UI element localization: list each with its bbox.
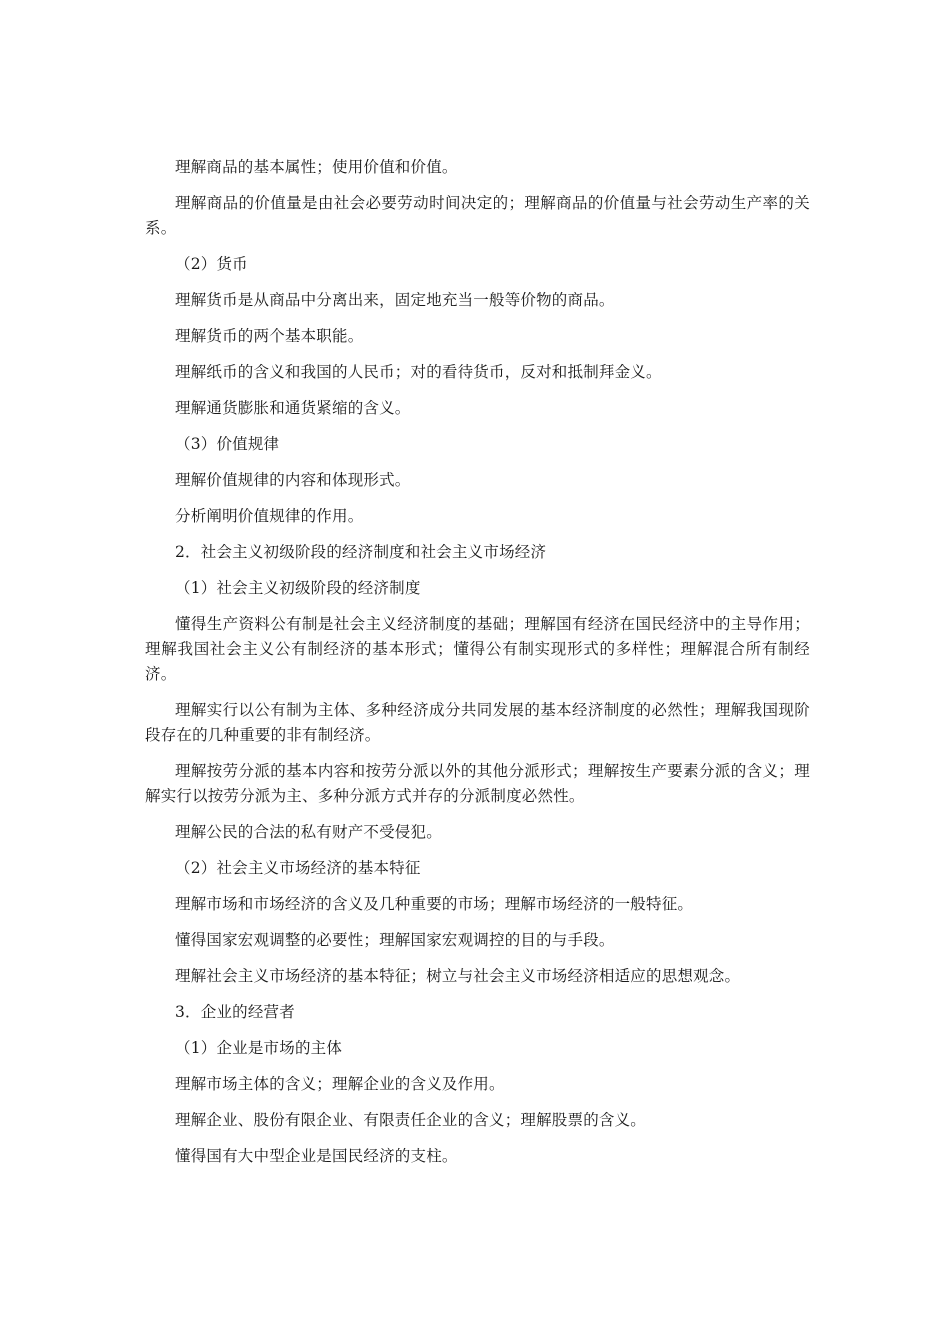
paragraph: 理解实行以公有制为主体、多种经济成分共同发展的基本经济制度的必然性；理解我国现阶段存在的几种重要的非有制经济。: [145, 701, 810, 744]
paragraph: 理解价值规律的内容和体现形式。: [175, 471, 411, 489]
paragraph: 理解公民的合法的私有财产不受侵犯。: [175, 823, 442, 841]
chapter-heading: 2．社会主义初级阶段的经济制度和社会主义市场经济: [175, 543, 547, 561]
paragraph: 懂得国家宏观调整的必要性；理解国家宏观调控的目的与手段。: [175, 931, 615, 949]
paragraph: 懂得国有大中型企业是国民经济的支柱。: [175, 1147, 458, 1165]
paragraph: 懂得生产资料公有制是社会主义经济制度的基础；理解国有经济在国民经济中的主导作用；理解我国社会主义公有制经济的基本形式；懂得公有制实现形式的多样性；理解混合所有制经济。: [145, 615, 810, 683]
paragraph: 理解按劳分派的基本内容和按劳分派以外的其他分派形式；理解按生产要素分派的含义；理解实行以按劳分派为主、多种分派方式并存的分派制度必然性。: [145, 762, 810, 805]
paragraph: 理解通货膨胀和通货紧缩的含义。: [175, 399, 411, 417]
section-heading: （1）社会主义初级阶段的经济制度: [175, 579, 421, 597]
paragraph: 理解商品的价值量是由社会必要劳动时间决定的；理解商品的价值量与社会劳动生产率的关系。: [145, 194, 810, 237]
paragraph: 理解货币的两个基本职能。: [175, 327, 364, 345]
paragraph: 理解纸币的含义和我国的人民币；对的看待货币，反对和抵制拜金义。: [175, 363, 662, 381]
section-heading: （2）货币: [175, 255, 248, 273]
section-heading: （3）价值规律: [175, 435, 280, 453]
chapter-heading: 3．企业的经营者: [175, 1003, 295, 1021]
paragraph: 理解企业、股份有限企业、有限责任企业的含义；理解股票的含义。: [175, 1111, 647, 1129]
paragraph: 分析阐明价值规律的作用。: [175, 507, 364, 525]
paragraph: 理解市场主体的含义；理解企业的含义及作用。: [175, 1075, 505, 1093]
paragraph: 理解市场和市场经济的含义及几种重要的市场；理解市场经济的一般特征。: [175, 895, 694, 913]
paragraph: 理解商品的基本属性；使用价值和价值。: [175, 158, 458, 176]
document-page: [145, 155, 810, 1180]
paragraph: 理解货币是从商品中分离出来，固定地充当一般等价物的商品。: [175, 291, 615, 309]
paragraph: 理解社会主义市场经济的基本特征；树立与社会主义市场经济相适应的思想观念。: [175, 967, 741, 985]
section-heading: （2）社会主义市场经济的基本特征: [175, 859, 421, 877]
section-heading: （1）企业是市场的主体: [175, 1039, 343, 1057]
